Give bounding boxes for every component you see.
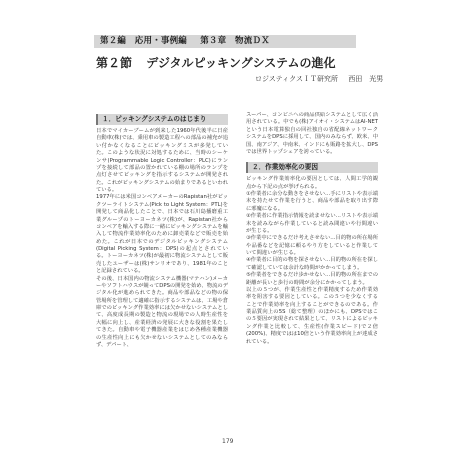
right-column xyxy=(246,112,378,457)
list-item: ①作業者に余分な動きをさせない…手にリストや表示端末を持たせて作業を行うと、商品や部品を取り出す際に邪魔になる。 xyxy=(246,191,378,212)
paragraph: 1977年には米国コンベアメーカーのRapistan社がピックツーライトシステム(Pick to Light System：PTL)を開発して商品化したことで、日本では石川島播磨重工業グループのトーヨーカネツ(株)が、Rapistan社からコンベアを輸入する際に一緒にピッキングシステムを輸入して物流作業効率化のために卸売業などで販売を始めた。これが日本でのデジタルピッキングシステム(Digital Picking System：DPS)の起点とされている。トーヨーカネツ(株)が最初に物流システムとして販売したユーザーは(株)サンリオであり、1981年のことと記録されている。 xyxy=(96,194,228,275)
paragraph: 日本でマイカーブームが到来した1960年代後半に日産自動車(株)では、乗用車の製造工程への部品の補充が追い付かなくなることにピッキングミスが多発していた。このような状況に対処するために、当時のシーケンサ(Programmable Logic Controller：PLC)にランプを接続して部品の置かれている棚の場所のランプを点灯させてピッキングを指示するシステムが開発された。これがピッキングシステムの始まりであるといわれている。 xyxy=(96,128,228,193)
list-item: ③作業中にできるだけ考えさせない…目的物の所在場所や品番などを記憶に頼るやり方をしていると作業していて間違いが生じる。 xyxy=(246,235,378,256)
author-name: 西田 光男 xyxy=(348,75,384,83)
section-number: 第２節 xyxy=(96,56,133,70)
paragraph: ピッキング作業効率化の要因としては、人間工学的観点から下記の点が挙げられる。 xyxy=(246,176,378,190)
page-number: 179 xyxy=(222,438,234,445)
author-affiliation: ロジスティクスＩＴ研究所 xyxy=(255,75,339,83)
paragraph: その後、日本国内の物流システム機器(マテハン)メーカーやソフトハウスが競ってDPSの開発を始め、物流のデジタル化が進められてきた。商品や部品などの物の保管場所を管理して適確に指示するシステムは、工場や倉庫でのピッキング作業効率には欠かせないシステムとして、高度成長期の製造と物流の現場での人時生産性を大幅に向上し、産業経済の発展に大きな役割を果たしてきた。自動車や電子機器産業をはじめ各種産業機器の生産性向上にも欠かせないシステムとしてのみならず、デパート、 xyxy=(96,275,228,348)
section-heading-1: １．ピッキングシステムのはじまり xyxy=(96,114,228,125)
paragraph: 以上の５つが、作業生産性と作業精度するため作業効率を阻害する要因としている。この５つを少なくすることで作業効率を向上することができるのである。作業品質向上の5S（総て整理）のほかにも、DPSではこの５要因が実現されて結果として、リストによるピッキング作業と比較して、生産性(作業スピード)で２倍(200%)、精度ではは10倍という作業効率向上が達成されている。 xyxy=(246,286,378,345)
list-item: ④作業者に目的の物を探させない…目的物の所在を探して確認していては余計な時間がかかってしまう。 xyxy=(246,257,378,271)
section-title xyxy=(96,54,335,71)
header-part: 第２編 応用・事例編 xyxy=(100,36,188,46)
list-item: ⑤作業者をできるだけ歩かせない…目的物の所在までの距離が長いと歩行の時間が余分にかかってしまう。 xyxy=(246,272,378,286)
author-line xyxy=(255,74,384,84)
section-heading-2: ２．作業効率化の要因 xyxy=(246,162,378,173)
list-item: ②作業者に作業指示情報を読ませない…リストや表示端末を読みながら作業していると読み間違いや行間違いが生じる。 xyxy=(246,213,378,234)
header-chapter: 第３章 物流ＤＸ xyxy=(200,36,270,46)
section-title-text: デジタルピッキングシステムの進化 xyxy=(146,56,336,70)
running-header xyxy=(94,35,356,48)
paragraph: スーパー、コンビニへの商品供給システムとして広く活用されている。中でも(株)アイオイ・システムはAI-NETという日本電算独自の回社独自の省配線ネットワークシステムをDPSに採用して、国内のみならず、欧米、中国、南アジア、中南米、インドにも販路を拡大し、DPSでは世界トップシェアを誇っている。 xyxy=(246,112,378,155)
left-column xyxy=(96,114,228,459)
